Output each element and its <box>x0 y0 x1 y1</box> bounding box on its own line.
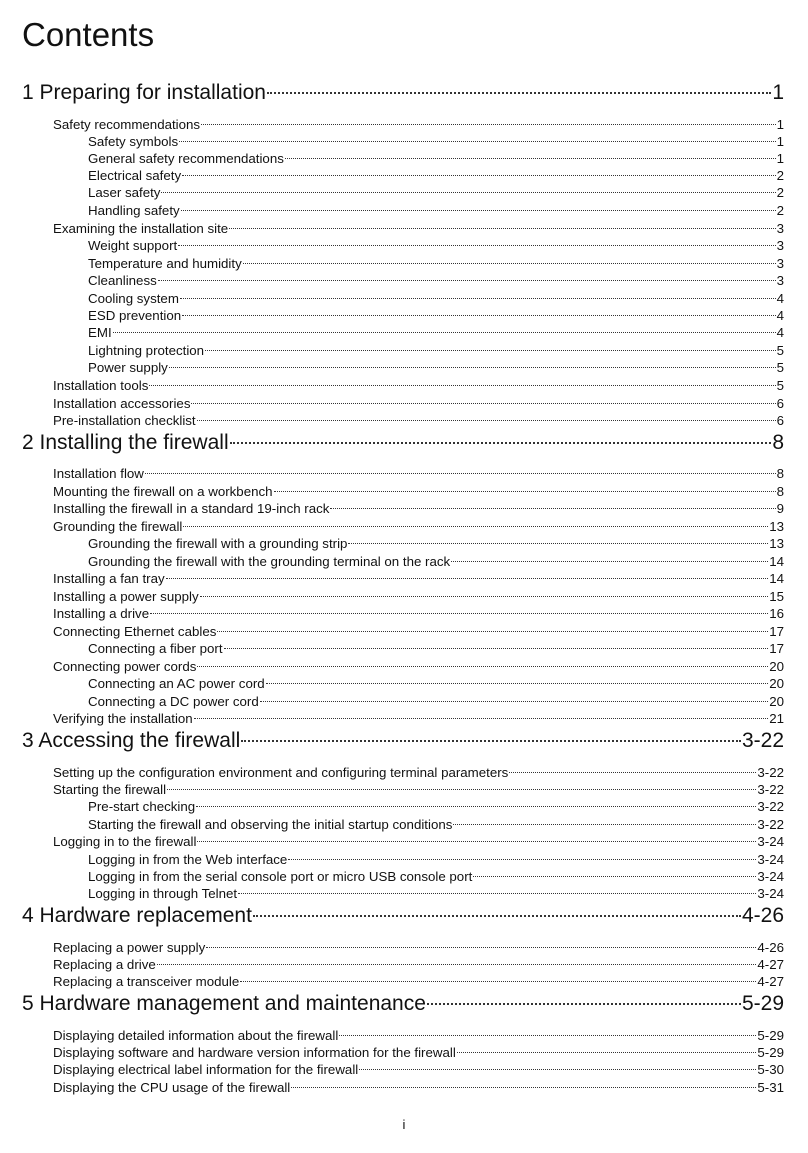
dot-leader <box>339 1035 756 1036</box>
toc-subsection[interactable] <box>88 535 784 552</box>
toc-entry-page-number: 4-27 <box>757 974 784 989</box>
dot-leader <box>158 280 776 281</box>
toc-subsection[interactable] <box>88 693 784 710</box>
dot-leader <box>166 578 769 579</box>
toc-section[interactable] <box>53 939 784 956</box>
toc-entry-page-number: 2 <box>776 203 784 218</box>
toc-section[interactable] <box>53 973 784 990</box>
toc-subsection[interactable] <box>88 675 784 692</box>
toc-entry-label: Installation flow <box>53 466 144 481</box>
dot-leader <box>182 315 775 316</box>
dot-leader <box>453 824 756 825</box>
dot-leader <box>229 228 775 229</box>
toc-entry-page-number: 3-22 <box>741 729 784 752</box>
toc-subsection[interactable] <box>88 798 784 815</box>
toc-entry-page-number: 3 <box>776 256 784 271</box>
toc-entry-label: Safety symbols <box>88 134 179 149</box>
toc-entry-label: Weight support <box>88 238 178 253</box>
dot-leader <box>197 841 756 842</box>
toc-entry-label: Logging in from the Web interface <box>88 852 288 867</box>
toc-entry-page-number: 20 <box>769 694 784 709</box>
toc-entry-label: Displaying software and hardware version information for the firewall <box>53 1045 456 1060</box>
toc-entry-label: Grounding the firewall <box>53 519 183 534</box>
dot-leader <box>194 718 769 719</box>
toc-section[interactable] <box>53 605 784 622</box>
dot-leader <box>267 92 771 94</box>
page-title: Contents <box>22 16 155 53</box>
toc-entry-page-number: 6 <box>776 413 784 428</box>
dot-leader <box>291 1087 756 1088</box>
toc-section[interactable] <box>53 465 784 482</box>
toc-subsection[interactable] <box>88 553 784 570</box>
toc-entry-page-number: 3-22 <box>757 765 784 780</box>
toc-entry-label: Displaying the CPU usage of the firewall <box>53 1080 291 1095</box>
toc-subsection[interactable] <box>88 150 784 167</box>
toc-subsection[interactable] <box>88 885 784 902</box>
toc-entry-label: Electrical safety <box>88 168 182 183</box>
dot-leader <box>113 332 776 333</box>
dot-leader <box>157 964 757 965</box>
dot-leader <box>150 613 768 614</box>
toc-entry-page-number: 16 <box>769 606 784 621</box>
dot-leader <box>217 631 768 632</box>
toc-entry-page-number: 2 <box>776 168 784 183</box>
toc-subsection[interactable] <box>88 202 784 219</box>
toc-entry-label: 3 Accessing the firewall <box>22 729 241 752</box>
toc-entry-page-number: 14 <box>769 571 784 586</box>
dot-leader <box>243 263 776 264</box>
dot-leader <box>451 561 768 562</box>
toc-subsection[interactable] <box>88 851 784 868</box>
toc-entry-page-number: 8 <box>776 466 784 481</box>
toc-section[interactable] <box>53 956 784 973</box>
dot-leader <box>285 158 776 159</box>
toc-entry-page-number: 20 <box>769 676 784 691</box>
toc-entry-label: Connecting power cords <box>53 659 197 674</box>
toc-entry-label: Setting up the configuration environment and configuring terminal parameters <box>53 765 509 780</box>
toc-entry-label: 4 Hardware replacement <box>22 904 252 927</box>
toc-entry-page-number: 20 <box>769 659 784 674</box>
toc-entry-label: Laser safety <box>88 185 161 200</box>
toc-entry-label: Starting the firewall <box>53 782 167 797</box>
toc-entry-page-number: 3 <box>776 221 784 236</box>
toc-entry-label: Safety recommendations <box>53 117 201 132</box>
toc-entry-page-number: 4-27 <box>757 957 784 972</box>
toc-entry-page-number: 5-31 <box>757 1080 784 1095</box>
toc-entry-label: Grounding the firewall with the grounding terminal on the rack <box>88 554 451 569</box>
toc-subsection[interactable] <box>88 359 784 376</box>
toc-entry-page-number: 1 <box>776 134 784 149</box>
toc-entry-page-number: 17 <box>769 624 784 639</box>
toc-section[interactable] <box>53 220 784 237</box>
toc-section[interactable] <box>53 833 784 850</box>
toc-entry-label: Mounting the firewall on a workbench <box>53 484 273 499</box>
toc-subsection[interactable] <box>88 868 784 885</box>
dot-leader <box>169 367 776 368</box>
toc-entry-page-number: 5-29 <box>741 992 784 1015</box>
dot-leader <box>230 442 772 444</box>
toc-entry-page-number: 3 <box>776 273 784 288</box>
toc-entry-page-number: 5-30 <box>757 1062 784 1077</box>
toc-entry-label: Installing a fan tray <box>53 571 165 586</box>
toc-section[interactable] <box>53 570 784 587</box>
toc-entry-page-number: 5-29 <box>757 1045 784 1060</box>
dot-leader <box>197 666 768 667</box>
toc-subsection[interactable] <box>88 640 784 657</box>
dot-leader <box>288 859 756 860</box>
toc-entry-page-number: 4 <box>776 325 784 340</box>
toc-chapter[interactable] <box>22 80 784 106</box>
toc-entry-label: Installing the firewall in a standard 19-inch rack <box>53 501 330 516</box>
toc-subsection[interactable] <box>88 255 784 272</box>
toc-entry-page-number: 5 <box>776 360 784 375</box>
toc-entry-page-number: 17 <box>769 641 784 656</box>
dot-leader <box>240 981 756 982</box>
toc-entry-label: Grounding the firewall with a grounding strip <box>88 536 348 551</box>
toc-section[interactable] <box>53 1079 784 1096</box>
toc-entry-page-number: 1 <box>776 117 784 132</box>
toc-section[interactable] <box>53 781 784 798</box>
toc-entry-label: ESD prevention <box>88 308 182 323</box>
dot-leader <box>206 947 756 948</box>
toc-section[interactable] <box>53 623 784 640</box>
dot-leader <box>145 473 776 474</box>
dot-leader <box>241 740 741 742</box>
dot-leader <box>183 526 768 527</box>
dot-leader <box>260 701 768 702</box>
toc-entry-page-number: 4 <box>776 291 784 306</box>
dot-leader <box>197 420 776 421</box>
toc-subsection[interactable] <box>88 307 784 324</box>
toc-entry-label: Logging in to the firewall <box>53 834 197 849</box>
toc-entry-page-number: 9 <box>776 501 784 516</box>
toc-entry-page-number: 15 <box>769 589 784 604</box>
dot-leader <box>161 192 775 193</box>
toc-section[interactable] <box>53 395 784 412</box>
dot-leader <box>178 245 775 246</box>
toc-entry-label: Installation accessories <box>53 396 191 411</box>
toc-section[interactable] <box>53 588 784 605</box>
toc-entry-label: Installation tools <box>53 378 149 393</box>
toc-entry-label: Replacing a transceiver module <box>53 974 240 989</box>
toc-section[interactable] <box>53 1061 784 1078</box>
toc-section[interactable] <box>53 116 784 133</box>
toc-chapter[interactable] <box>22 728 784 754</box>
toc-section[interactable] <box>53 658 784 675</box>
toc-entry-page-number: 3-22 <box>757 817 784 832</box>
toc-entry-page-number: 5 <box>776 378 784 393</box>
toc-entry-page-number: 14 <box>769 554 784 569</box>
dot-leader <box>205 350 776 351</box>
dot-leader <box>348 543 768 544</box>
toc-entry-label: Pre-start checking <box>88 799 196 814</box>
toc-subsection[interactable] <box>88 816 784 833</box>
toc-entry-label: 2 Installing the firewall <box>22 431 229 454</box>
toc-entry-label: Connecting a fiber port <box>88 641 223 656</box>
toc-entry-label: Displaying electrical label information for the firewall <box>53 1062 359 1077</box>
dot-leader <box>191 403 775 404</box>
toc-entry-page-number: 13 <box>769 519 784 534</box>
dot-leader <box>167 789 756 790</box>
toc-entry-page-number: 8 <box>772 431 784 454</box>
toc-entry-page-number: 3 <box>776 238 784 253</box>
toc-entry-page-number: 3-24 <box>757 869 784 884</box>
dot-leader <box>253 915 741 917</box>
dot-leader <box>274 491 776 492</box>
dot-leader <box>473 876 756 877</box>
toc-section[interactable] <box>53 412 784 429</box>
toc-entry-page-number: 3-22 <box>757 782 784 797</box>
dot-leader <box>238 893 756 894</box>
toc-entry-label: Temperature and humidity <box>88 256 242 271</box>
toc-entry-label: Connecting a DC power cord <box>88 694 259 709</box>
dot-leader <box>359 1069 756 1070</box>
dot-leader <box>196 806 756 807</box>
toc-entry-page-number: 4-26 <box>757 940 784 955</box>
toc-entry-label: Logging in from the serial console port or micro USB console port <box>88 869 473 884</box>
toc-subsection[interactable] <box>88 272 784 289</box>
toc-entry-label: EMI <box>88 325 112 340</box>
toc-entry-label: Pre-installation checklist <box>53 413 196 428</box>
toc-chapter[interactable] <box>22 991 784 1017</box>
toc-entry-page-number: 3-22 <box>757 799 784 814</box>
toc-entry-label: Cleanliness <box>88 273 157 288</box>
toc-entry-page-number: 3-24 <box>757 852 784 867</box>
dot-leader <box>224 648 769 649</box>
toc-entry-page-number: 5-29 <box>757 1028 784 1043</box>
dot-leader <box>509 772 756 773</box>
toc-entry-label: Installing a drive <box>53 606 150 621</box>
toc-subsection[interactable] <box>88 167 784 184</box>
toc-entry-label: Starting the firewall and observing the initial startup conditions <box>88 817 453 832</box>
toc-entry-page-number: 5 <box>776 343 784 358</box>
toc-entry-page-number: 6 <box>776 396 784 411</box>
toc-entry-page-number: 8 <box>776 484 784 499</box>
toc-section[interactable] <box>53 1027 784 1044</box>
toc-entry-page-number: 4 <box>776 308 784 323</box>
dot-leader <box>427 1003 741 1005</box>
toc-section[interactable] <box>53 483 784 500</box>
toc-entry-page-number: 3-24 <box>757 886 784 901</box>
toc-section[interactable] <box>53 500 784 517</box>
toc-subsection[interactable] <box>88 290 784 307</box>
toc-entry-label: 5 Hardware management and maintenance <box>22 992 426 1015</box>
toc-subsection[interactable] <box>88 237 784 254</box>
toc-entry-label: Replacing a drive <box>53 957 156 972</box>
toc-chapter[interactable] <box>22 903 784 929</box>
toc-entry-label: Cooling system <box>88 291 179 306</box>
toc-entry-label: Handling safety <box>88 203 180 218</box>
dot-leader <box>182 175 775 176</box>
toc-subsection[interactable] <box>88 324 784 341</box>
page-number: i <box>402 1117 406 1132</box>
toc-entry-label: General safety recommendations <box>88 151 284 166</box>
toc-chapter[interactable] <box>22 430 784 456</box>
dot-leader <box>457 1052 757 1053</box>
toc-entry-label: Power supply <box>88 360 168 375</box>
toc-subsection[interactable] <box>88 342 784 359</box>
toc-entry-page-number: 13 <box>769 536 784 551</box>
toc-section[interactable] <box>53 377 784 394</box>
toc-entry-label: Logging in through Telnet <box>88 886 238 901</box>
toc-entry-page-number: 21 <box>769 711 784 726</box>
dot-leader <box>200 596 769 597</box>
toc-section[interactable] <box>53 1044 784 1061</box>
toc-entry-label: Lightning protection <box>88 343 205 358</box>
toc-entry-label: 1 Preparing for installation <box>22 81 266 104</box>
toc-entry-page-number: 3-24 <box>757 834 784 849</box>
toc-subsection[interactable] <box>88 133 784 150</box>
toc-section[interactable] <box>53 764 784 781</box>
dot-leader <box>179 141 775 142</box>
toc-section[interactable] <box>53 518 784 535</box>
toc-entry-label: Connecting an AC power cord <box>88 676 265 691</box>
toc-entry-label: Displaying detailed information about the firewall <box>53 1028 339 1043</box>
toc-entry-label: Replacing a power supply <box>53 940 206 955</box>
dot-leader <box>181 210 776 211</box>
toc-section[interactable] <box>53 710 784 727</box>
toc-entry-label: Connecting Ethernet cables <box>53 624 217 639</box>
dot-leader <box>180 298 776 299</box>
dot-leader <box>201 124 776 125</box>
toc-entry-label: Installing a power supply <box>53 589 199 604</box>
toc-entry-page-number: 4-26 <box>741 904 784 927</box>
dot-leader <box>266 683 769 684</box>
toc-entry-label: Verifying the installation <box>53 711 193 726</box>
toc-entry-page-number: 1 <box>772 81 784 104</box>
toc-entry-page-number: 2 <box>776 185 784 200</box>
dot-leader <box>330 508 775 509</box>
dot-leader <box>149 385 775 386</box>
toc-subsection[interactable] <box>88 184 784 201</box>
toc-entry-label: Examining the installation site <box>53 221 229 236</box>
toc-entry-page-number: 1 <box>776 151 784 166</box>
